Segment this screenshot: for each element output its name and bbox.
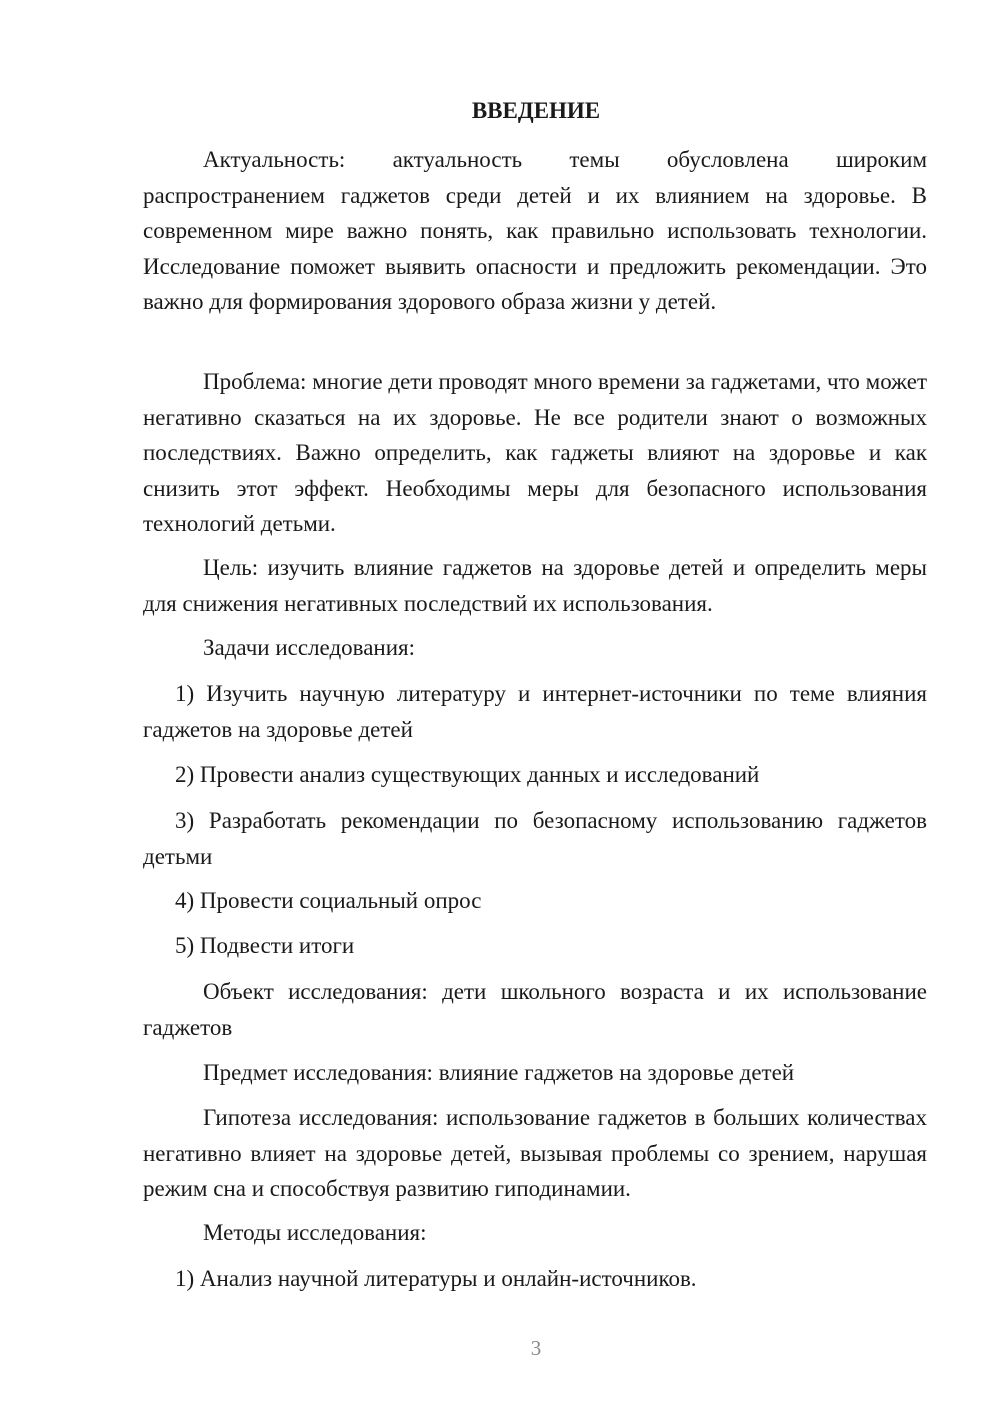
section-heading: ВВЕДЕНИЕ — [471, 98, 601, 123]
paragraph-subject: Предмет исследования: влияние гаджетов на здоровье детей — [203, 1060, 795, 1085]
paragraph-goal: Цель: изучить влияние гаджетов на здоровье детей и определить меры для снижения негативных последствий их использования. — [143, 555, 927, 616]
method-item-1: 1) Анализ научной литературы и онлайн-источников. — [175, 1266, 697, 1291]
paragraph-hypothesis: Гипотеза исследования: использование гаджетов в больших количествах негативно влияет на здоровье детей, вызывая проблемы со зрением, нарушая режим сна и способствуя развитию гиподинамии. — [143, 1105, 927, 1201]
paragraph-problem: Проблема: многие дети проводят много времени за гаджетами, что может негативно сказаться на их здоровье. Не все родители знают о возможных последствиях. Важно определить, как гаджеты влияют на здоровье и как снизить этот эффект. Необходимы меры для безопасного использования технологий детьми. — [143, 369, 927, 536]
paragraph-relevance: Актуальность: актуальность темы обусловлена широким распространением гаджетов среди детей и их влиянием на здоровье. В современном мире важно понять, как правильно использовать технологии. Исследование поможет выявить опасности и предложить рекомендации. Это важно для формирования здорового образа жизни у детей. — [143, 147, 927, 314]
task-item-4: 4) Провести социальный опрос — [175, 888, 482, 913]
paragraph-object: Объект исследования: дети школьного возраста и их использование гаджетов — [143, 979, 927, 1040]
task-item-1: 1) Изучить научную литературу и интернет-источники по теме влияния гаджетов на здоровье детей — [143, 681, 927, 742]
task-item-3: 3) Разработать рекомендации по безопасному использованию гаджетов детьми — [143, 808, 927, 869]
task-item-5: 5) Подвести итоги — [175, 933, 355, 958]
tasks-title: Задачи исследования: — [203, 635, 416, 660]
methods-title: Методы исследования: — [203, 1220, 427, 1245]
task-item-2: 2) Провести анализ существующих данных и исследований — [175, 762, 760, 787]
page-number: 3 — [530, 1336, 542, 1360]
